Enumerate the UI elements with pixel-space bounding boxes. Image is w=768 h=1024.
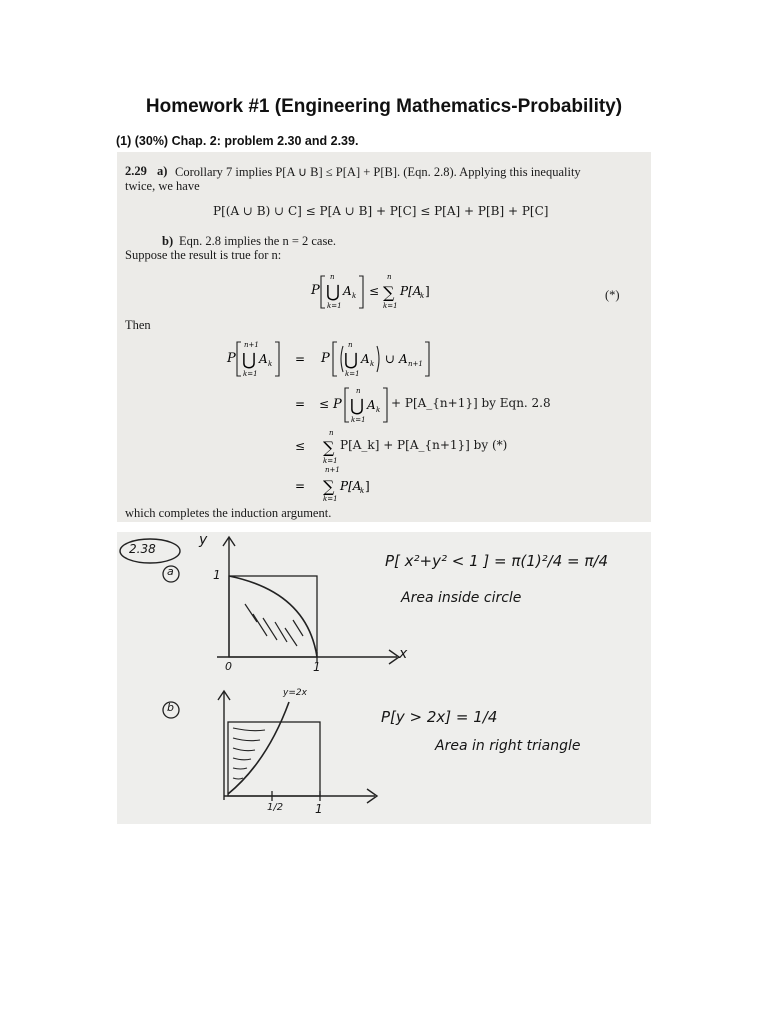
tick-label-1-b: 1: [315, 802, 323, 816]
svg-text:n: n: [330, 273, 335, 281]
svg-text:≤: ≤: [369, 284, 380, 298]
svg-text:]: ]: [425, 284, 430, 298]
problem-number: 2.29: [125, 164, 147, 178]
svg-text:n: n: [356, 387, 361, 395]
tick-label-half: 1/2: [267, 802, 284, 813]
svg-text:k: k: [360, 487, 365, 495]
svg-text:n: n: [387, 273, 392, 281]
svg-text:k: k: [370, 360, 375, 368]
handwritten-figures: [117, 532, 651, 824]
svg-text:∑: ∑: [323, 438, 335, 457]
part-a-note: Area inside circle: [401, 590, 522, 606]
svg-text:P[A: P[A: [400, 284, 422, 298]
svg-text:k=1: k=1: [351, 416, 366, 424]
part-a-label-handwritten: a: [167, 565, 174, 578]
part-b-text: Eqn. 2.8 implies the n = 2 case.: [179, 234, 337, 248]
equation-tag-star: (*): [605, 288, 620, 302]
svg-text:⋃: ⋃: [350, 396, 364, 416]
part-a-text: Corollary 7 implies P[A ∪ B] ≤ P[A] + P[B]. (Eqn. 2.8). Applying this inequality: [175, 165, 581, 179]
svg-text:∪: ∪: [385, 352, 396, 366]
induction-step-derivation: [223, 332, 483, 502]
quarter-circle-arc: [229, 576, 317, 657]
svg-text:P: P: [311, 283, 320, 298]
x-axis-label: x: [399, 646, 408, 662]
by-eqn-2-8: + P[A_{n+1}] by Eqn. 2.8: [391, 396, 551, 410]
svg-text:P: P: [321, 351, 330, 366]
svg-text:n: n: [348, 341, 353, 349]
unit-square: [229, 576, 317, 657]
solution-scan-typed: [117, 152, 651, 522]
line-y-equals-2x: [228, 702, 289, 794]
svg-text:k=1: k=1: [323, 457, 338, 465]
svg-text:=: =: [295, 352, 306, 366]
solution-scan-handwritten: [117, 532, 651, 824]
svg-text:n+1: n+1: [408, 360, 423, 368]
svg-text:P: P: [333, 397, 342, 412]
svg-text:∑: ∑: [383, 283, 395, 302]
part-a-equation: P[ x²+y² < 1 ] = π(1)²/4 = π/4: [385, 552, 609, 570]
by-star: P[A_k] + P[A_{n+1}] by (*): [340, 438, 508, 452]
svg-text:P: P: [227, 351, 236, 366]
then-label: Then: [125, 318, 151, 332]
svg-text:⋃: ⋃: [344, 350, 358, 370]
svg-text:n+1: n+1: [325, 466, 340, 474]
svg-text:≤: ≤: [295, 439, 306, 453]
svg-text:=: =: [295, 397, 306, 411]
svg-text:k=1: k=1: [243, 370, 258, 378]
svg-text:]: ]: [365, 479, 370, 493]
svg-text:k=1: k=1: [383, 302, 398, 310]
svg-text:P[A: P[A: [340, 479, 362, 493]
svg-text:=: =: [295, 479, 306, 493]
svg-text:≤: ≤: [319, 397, 330, 411]
svg-text:k: k: [420, 292, 425, 300]
svg-text:k: k: [376, 406, 381, 414]
tick-label-0: 0: [225, 660, 232, 673]
y-axis-label: y: [199, 532, 208, 548]
svg-text:k: k: [268, 360, 273, 368]
part-b-label: b): [162, 234, 174, 248]
svg-text:∑: ∑: [323, 477, 335, 496]
tick-label-1-x: 1: [313, 660, 321, 674]
hatching-area-b: [233, 728, 265, 779]
svg-text:n: n: [329, 429, 334, 437]
svg-text:k=1: k=1: [323, 495, 338, 502]
page-title: Homework #1 (Engineering Mathematics-Probability): [145, 96, 623, 117]
problem-number-handwritten: 2.38: [129, 542, 156, 556]
part-b-text-2: Suppose the result is true for n:: [125, 248, 282, 262]
assignment-line: (1) (30%) Chap. 2: problem 2.30 and 2.39.: [116, 134, 359, 148]
equation-union-three: P[(A ∪ B) ∪ C] ≤ P[A ∪ B] + P[C] ≤ P[A] + P[B] + P[C]: [213, 204, 549, 218]
part-a-text-2: twice, we have: [125, 179, 200, 193]
svg-text:A: A: [361, 352, 370, 366]
svg-text:n+1: n+1: [244, 341, 259, 349]
svg-text:A: A: [343, 284, 352, 298]
unit-square-b: [228, 722, 320, 796]
svg-text:k: k: [352, 292, 357, 300]
induction-hypothesis-equation: [307, 264, 457, 314]
tick-label-1-y: 1: [213, 568, 221, 582]
line-label-y-2x: y=2x: [283, 688, 307, 698]
svg-text:A: A: [259, 352, 268, 366]
svg-text:⋃: ⋃: [242, 350, 256, 370]
part-b-label-handwritten: b: [167, 701, 174, 714]
part-a-label: a): [157, 164, 168, 178]
part-b-equation: P[y > 2x] = 1/4: [381, 708, 498, 726]
hatching-area-a: [245, 604, 303, 646]
svg-text:A: A: [367, 398, 376, 412]
svg-text:⋃: ⋃: [326, 282, 340, 302]
conclusion-text: which completes the induction argument.: [125, 506, 332, 520]
svg-text:k=1: k=1: [345, 370, 360, 378]
svg-text:k=1: k=1: [327, 302, 342, 310]
svg-text:A: A: [399, 352, 408, 366]
part-b-note: Area in right triangle: [435, 738, 581, 754]
